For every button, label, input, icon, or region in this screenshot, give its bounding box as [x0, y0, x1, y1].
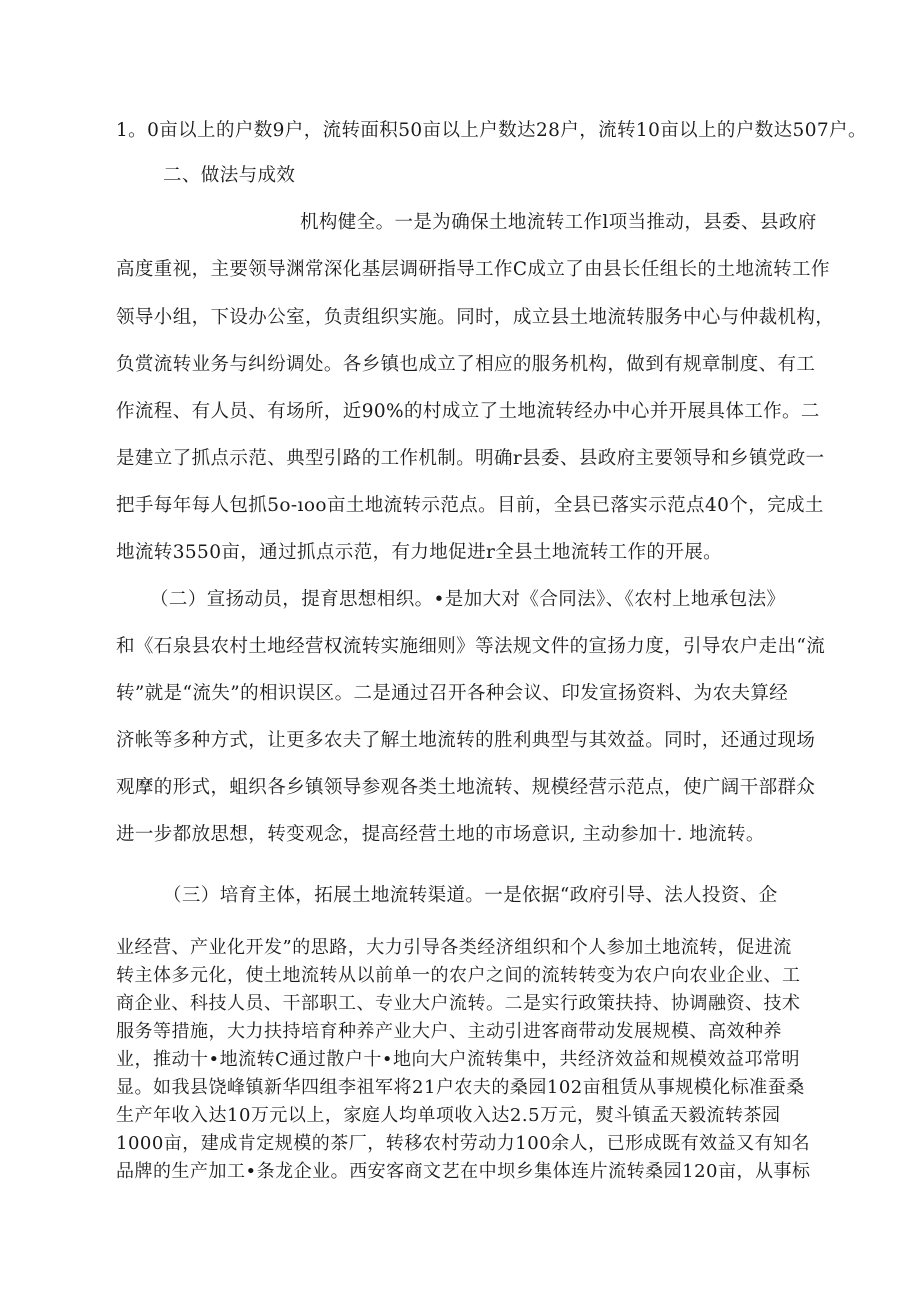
paragraph-heading: 机构健全。一是为确保土地流转工作l项当推动，县委、县政府 — [300, 212, 817, 233]
paragraph-heading: （三）培育主体，拓展土地流转渠道。一是依据“政府引导、法人投资、企 — [163, 885, 778, 906]
text-line: 生产年收入达10万元以上，家庭人均单项收入达2.5万元，熨斗镇孟天毅流转茶园 — [116, 1105, 781, 1126]
text-line: 1000亩，建成肯定规模的茶厂，转移农村劳动力100余人，已形成既有效益又有知名 — [116, 1133, 811, 1154]
text-line: 1。0亩以上的户数9户，流转面积50亩以上户数达28户，流转10亩以上的户数达507户。 — [116, 120, 867, 141]
text-line: 地流转3550亩，通过抓点示范，有力地促进r全县土地流转工作的开展。 — [116, 542, 723, 563]
text-line: 把手每年每人包抓5o-ıoo亩土地流转示范点。目前，全县已落实示范点40个，完成土 — [116, 495, 824, 516]
text-line: 转主体多元化，使土地流转从以前单一的农户之间的流转转变为农户向农业企业、工 — [116, 965, 801, 986]
text-line: 观摩的形式，蛆织各乡镇领导参观各类土地流转、规模经营示范点，使广阔干部群众 — [116, 777, 816, 798]
text-line: 领导小组，下设办公室，负责组织实施。同时，成立县土地流转服务中心与仲裁机构， — [116, 307, 835, 328]
text-line: 进一步都放思想，转变观念，提高经营土地的市场意识, 主动参加十. 地流转。 — [116, 824, 765, 845]
paragraph-heading: （二）宣扬动员，提育思想相织。•是加大对《合同法》、《农村上地承包法》 — [150, 589, 786, 610]
text-line: 业经营、产业化开发”的思路，大力引导各类经济组织和个人参加土地流转，促进流 — [116, 937, 792, 958]
section-heading: 二、做法与成效 — [163, 165, 296, 186]
text-line: 转”就是“流失”的相识误区。二是通过召开各种会议、印发宣扬资料、为农夫算经 — [116, 683, 789, 704]
text-line: 显。如我县饶峰镇新华四组李祖军将21户农夫的桑园102亩租赁从事规模化标准蚕桑 — [116, 1077, 805, 1098]
text-line: 和《石泉县农村土地经营权流转实施细则》等法规文件的宣扬力度，引导农户走出“流 — [116, 636, 826, 657]
text-line: 济帐等多种方式，让更多农夫了解土地流转的胜利典型与其效益。同时，还通过现场 — [116, 730, 816, 751]
text-line: 业，推动十•地流转C通过散户十•地向大户流转集中，共经济效益和规模效益邛常明 — [116, 1049, 801, 1070]
text-line: 作流程、有人员、有场所，近90%的村成立了土地流转经办中心并开展具体工作。二 — [116, 401, 820, 422]
text-line: 负赏流转业务与纠纷调处。各乡镇也成立了相应的服务机构，做到有规章制度、有工 — [116, 354, 816, 375]
text-line: 品牌的生产加工•条龙企业。西安客商文艺在中坝乡集体连片流转桑园120亩，从事标 — [116, 1161, 811, 1182]
text-line: 商企业、科技人员、干部职工、专业大户流转。二是实行政策扶持、协调融资、技术 — [116, 993, 801, 1014]
text-line: 服务等措施，大力扶持培育种养产业大户、主动引进客商带动发展规模、高效种养 — [116, 1021, 782, 1042]
text-line: 高度重视，主要领导渊常深化基层调研指导工作C成立了由县长任组长的土地流转工作 — [116, 259, 830, 280]
text-line: 是建立了抓点示范、典型引路的工作机制。明确r县委、县政府主要领导和乡镇党政一 — [116, 448, 825, 469]
